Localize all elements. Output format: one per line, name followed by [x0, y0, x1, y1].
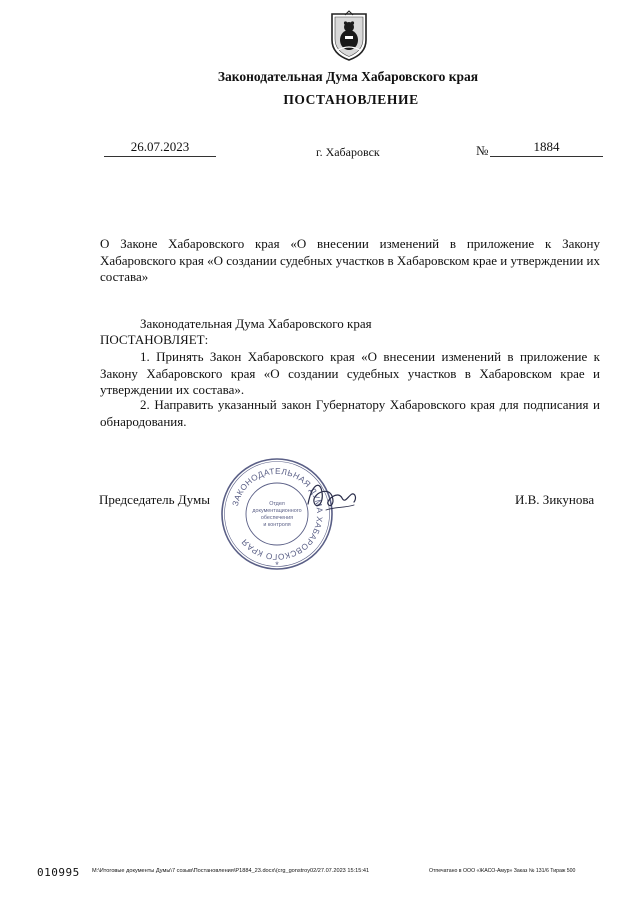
- svg-text:*: *: [275, 560, 279, 570]
- decree-heading: ПОСТАНОВЛЯЕТ:: [100, 332, 209, 347]
- svg-text:ЗАКОНОДАТЕЛЬНАЯ ДУМА ХАБАРОВСК: ЗАКОНОДАТЕЛЬНАЯ ДУМА ХАБАРОВСКОГО КРАЯ: [229, 465, 326, 563]
- seal-center-line-2: документационного: [252, 508, 302, 514]
- document-subject: О Законе Хабаровского края «О внесении изменений в приложение к Закону Хабаровского края «О создании судебных участков в Хабаровском крае и утверждении их состава»: [100, 236, 600, 284]
- number-label: №: [476, 143, 489, 158]
- footer-file-path: M:\Итоговые документы Думы\7 созыв\Постановления\Р1884_23.docx\(сrg_gonstroy02/27.07.2023 15:15:41: [92, 868, 370, 874]
- organization-title: Законодательная Дума Хабаровского края: [217, 69, 479, 84]
- footer-print-info: Отпечатано в ООО «ЖАСО-Амур» Заказ № 131/6 Тираж 500: [429, 868, 576, 874]
- chairman-title: Председатель Думы: [99, 492, 210, 507]
- resolution-item-2: 2. Направить указанный закон Губернатору Хабаровского края для подписания и обнародования.: [100, 397, 600, 429]
- seal-center-line-3: обеспечения: [260, 515, 294, 521]
- coat-of-arms-emblem: [328, 10, 370, 62]
- document-type-heading: ПОСТАНОВЛЕНИЕ: [283, 92, 419, 107]
- handwritten-signature: [302, 474, 362, 518]
- document-date: 26.07.2023: [104, 139, 216, 157]
- document-registration-number: 010995: [37, 866, 80, 879]
- document-city: г. Хабаровск: [316, 145, 380, 159]
- document-number: 1884: [490, 139, 603, 157]
- seal-center-line-4: и контроля: [263, 522, 291, 528]
- chairman-name: И.В. Зикунова: [515, 492, 595, 507]
- resolution-item-1: 1. Принять Закон Хабаровского края «О внесении изменений в приложение к Закону Хабаровского края «О создании судебных участков в Хабаровском крае и утверждении их состава».: [100, 349, 600, 397]
- seal-center-line-1: Отдел: [269, 501, 285, 507]
- intro-paragraph: Законодательная Дума Хабаровского края: [140, 316, 372, 331]
